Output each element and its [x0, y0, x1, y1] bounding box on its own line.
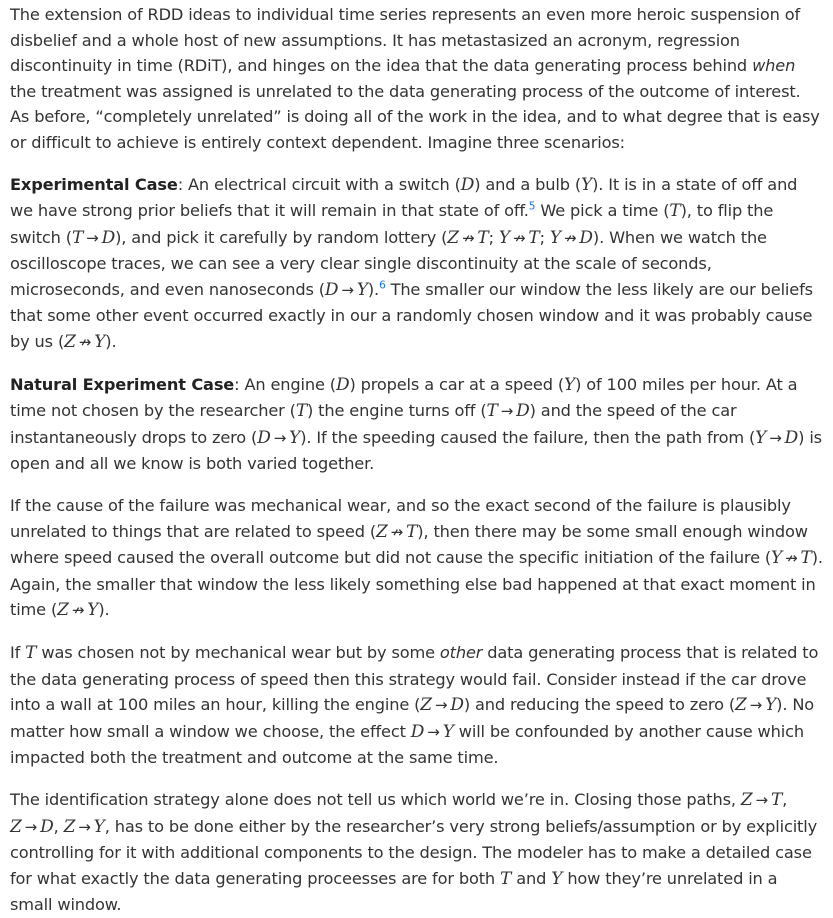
math-symbol: Y [549, 227, 561, 248]
math-symbol: Z [57, 600, 69, 620]
paragraph-natural-experiment-case [10, 372, 824, 477]
math-symbol: D [335, 374, 350, 395]
math-symbol: Z [447, 227, 459, 248]
text-run: how they’re unrelated in a small window. [10, 868, 778, 914]
text-run: ). No matter how small a window we choose, the effect [10, 695, 815, 741]
math-symbol: Y [442, 721, 454, 742]
text-run: The extension of RDD ideas to individual time series represents an even more heroic suspension of disbelief and a whole host of new assumptions. It has metastasized an acronym, regression discontinuity in time (RDiT), and hinges on the idea that the data generating process behind [10, 5, 801, 75]
math-symbol: T [295, 401, 308, 421]
math-operator: ↛ [390, 522, 404, 541]
paragraph-identification-strategy [10, 787, 824, 918]
text-run: will be confounded by another cause which impacted both the treatment and outcome at the same time. [10, 721, 804, 767]
math-symbol: Z [376, 521, 388, 542]
experimental-case-label: Experimental Case [10, 174, 178, 194]
math-symbol: D [784, 427, 799, 448]
text-run: , [782, 790, 788, 809]
math-symbol: Y [551, 868, 563, 889]
text-run: ) is open and all we know is both varied together. [10, 427, 822, 473]
paragraph-experimental-case [10, 172, 824, 356]
math-symbol: Y [755, 427, 767, 448]
text-run: ) and reducing the speed to zero ( [463, 695, 735, 714]
text-run: ) the engine turns off ( [307, 401, 487, 420]
math-operator: → [500, 402, 514, 420]
emphasis-when: when [752, 56, 796, 75]
math-operator: ↛ [461, 228, 475, 247]
text-run: ). [98, 600, 110, 619]
text-run: data generating process that is related to the data generating process of speed then this strategy would fail. Consider instead if the car drove into a wall at 100 miles an hour, killing the engine ( [10, 643, 819, 714]
text-run: , has to be done either by the researcher’s very strong beliefs/assumption or by explicitly controlling for it with additional components to the design. The modeler has to make a detailed case for what exactly the data generating proceesses are for both [10, 816, 818, 888]
math-symbol: D [450, 695, 464, 715]
text-run: If the cause of the failure was mechanical wear, and so the exact second of the failure is plausibly unrelated to things that are related to speed ( [10, 496, 791, 541]
text-run: ), then there may be some small enough window where speed caused the overall outcome but did not cause the specific initiation of the failure ( [10, 521, 808, 567]
paragraph-mechanical-wear [10, 493, 824, 624]
math-symbol: Y [356, 279, 368, 300]
text-run: , [53, 816, 64, 836]
math-symbol: T [800, 548, 812, 568]
math-symbol: D [257, 427, 271, 448]
text-run: ). [367, 279, 380, 299]
math-symbol: Z [63, 816, 76, 837]
footnote-link-5[interactable]: 5 [528, 200, 536, 213]
text-run: : An electrical circuit with a switch ( [177, 174, 461, 194]
text-run: ) propels a car at a speed ( [349, 374, 565, 394]
math-symbol: T [669, 201, 681, 221]
text-run: ; [539, 227, 550, 247]
text-run: We pick a time ( [535, 201, 670, 220]
math-symbol: Y [94, 331, 106, 352]
math-operator: ↛ [564, 228, 577, 247]
math-operator: → [769, 428, 782, 447]
math-symbol: Y [289, 427, 301, 448]
text-run: The smaller our window the less likely are our beliefs that some other event occurred exactly in our a randomly chosen window and it was probably cause by us ( [10, 279, 813, 351]
math-symbol: D [101, 227, 116, 248]
math-symbol: T [770, 790, 783, 810]
math-operator: → [434, 696, 448, 714]
math-symbol: D [324, 279, 339, 300]
text-run: ). [105, 331, 117, 351]
emphasis-other: other [439, 643, 483, 662]
math-symbol: Y [93, 816, 105, 837]
text-run: The identification strategy alone does not tell us which world we’re in. Closing those paths, [10, 790, 741, 809]
math-operator: → [427, 722, 440, 741]
text-run: the treatment was assigned is unrelated to the data generating process of the outcome of interest. As before, “completely unrelated” is doing all of the work in the idea, and to what degree that is easy or difficult to achieve is entirely context dependent. Imagine three scenarios: [10, 81, 820, 152]
text-run: ) of 100 miles per hour. At a time not chosen by the researcher ( [10, 374, 798, 420]
math-symbol: Y [771, 548, 783, 568]
text-run: ; [488, 227, 499, 247]
math-symbol: T [528, 227, 540, 248]
math-operator: → [78, 817, 91, 836]
text-run: ) and the speed of the car instantaneously drops to zero ( [10, 401, 737, 447]
natural-experiment-case-label: Natural Experiment Case [10, 374, 235, 394]
paragraph-other-process [10, 640, 824, 771]
text-run: If [10, 643, 26, 662]
math-symbol: D [410, 721, 425, 742]
math-symbol: Z [420, 695, 432, 715]
paragraph-intro [10, 2, 824, 155]
text-run: ). If the speeding caused the failure, then the path from ( [300, 427, 756, 447]
math-symbol: Z [734, 695, 747, 715]
text-run: ), and pick it carefully by random lottery ( [115, 227, 448, 247]
footnote-link-6[interactable]: 6 [379, 279, 386, 292]
math-symbol: Y [564, 374, 576, 395]
math-symbol: T [500, 868, 512, 889]
math-operator: → [24, 817, 38, 836]
text-run: : An engine ( [234, 374, 336, 394]
math-operator: → [86, 228, 99, 247]
math-operator: ↛ [78, 332, 92, 351]
text-run: was chosen not by mechanical wear but by some [36, 643, 440, 662]
math-symbol: D [516, 401, 530, 421]
text-run: ), to flip the switch ( [10, 201, 774, 247]
math-operator: ↛ [71, 601, 85, 619]
math-symbol: T [486, 401, 498, 421]
math-symbol: T [477, 227, 489, 248]
math-symbol: Y [498, 227, 510, 248]
math-symbol: Y [581, 174, 593, 195]
text-run: ). When we watch the oscilloscope traces, we can see a very clear single discontinuity at the scale of seconds, microseconds, and even nanoseconds ( [10, 227, 767, 299]
math-symbol: Z [10, 816, 22, 837]
math-symbol: Y [765, 695, 777, 715]
math-operator: → [755, 791, 768, 809]
math-symbol: Z [740, 790, 753, 810]
math-operator: → [749, 696, 763, 714]
math-symbol: Z [64, 331, 76, 352]
text-run: and [511, 868, 552, 888]
math-symbol: D [40, 816, 54, 837]
text-run: ) and a bulb ( [474, 174, 582, 194]
math-operator: ↛ [785, 549, 798, 567]
math-symbol: T [71, 227, 84, 248]
math-symbol: T [406, 521, 418, 542]
math-symbol: D [579, 227, 593, 248]
math-operator: → [341, 280, 354, 299]
math-symbol: Y [87, 600, 99, 620]
math-operator: ↛ [512, 228, 526, 247]
math-operator: → [273, 428, 287, 447]
math-symbol: T [25, 643, 37, 663]
text-run: ). Again, the smaller that window the less likely something else bad happened at that exact moment in time ( [10, 548, 823, 619]
text-run: ). It is in a state of off and we have strong prior beliefs that it will remain in that state of off. [10, 174, 798, 220]
math-symbol: D [460, 174, 475, 195]
